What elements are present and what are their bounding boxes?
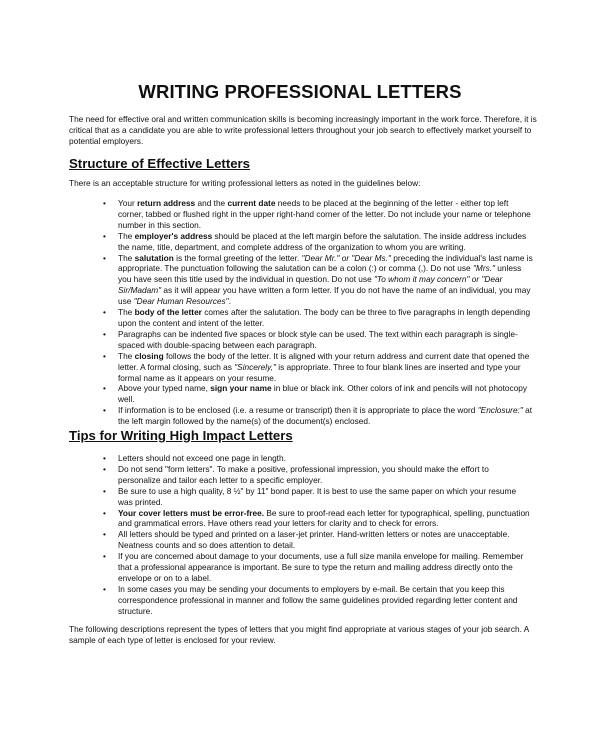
list-item: • Paragraphs can be indented five spaces or block style can be used. The text within each paragraph is single-spaced with double-spacing between each paragraph. xyxy=(103,328,518,350)
list-item: • The employer's address should be placed at the left margin before the salutation. The inside address includes the name, title, department, and complete address of the organization to whom you are writing. xyxy=(103,230,527,252)
closing-paragraph: The following descriptions represent the types of letters that you might find appropriate at various stages of your job search. A sample of each type of letter is enclosed for your review. xyxy=(69,624,529,646)
list-item: • Your cover letters must be error-free. Be sure to proof-read each letter for typographical, spelling, punctuation and grammatical errors. Have others read your letters for clarity and to check for errors. xyxy=(103,507,530,529)
page-title: WRITING PROFESSIONAL LETTERS xyxy=(138,81,462,102)
bullet-icon: • xyxy=(103,583,106,594)
bullet-icon: • xyxy=(103,463,106,474)
bullet-icon: • xyxy=(103,405,106,416)
list-item: • The closing follows the body of the letter. It is aligned with your return address and current date that opened the letter. A formal closing, such as "Sincerely," is appropriate. Three to four blank lines are inserted and type your formal name as it appears on your resume. xyxy=(103,350,530,383)
bullet-icon: • xyxy=(103,551,106,562)
intro-paragraph: The need for effective oral and written communication skills is becoming increasingly important in the work force. Therefore, it is critical that as a candidate you are able to write professional letters throughout your job search to effectively market yourself to potential employers. xyxy=(69,114,537,147)
list-item: • Above your typed name, sign your name in blue or black ink. Other colors of ink and pencils will not photocopy well. xyxy=(103,383,528,405)
list-item: • Your return address and the current date needs to be placed at the beginning of the letter - either top left corner, tabbed or flushed right in the upper right-hand corner of the letter. Do not include your name or telephone number in this section. xyxy=(103,198,531,230)
list-item: • Letters should not exceed one page in length. xyxy=(103,453,286,463)
bullet-icon: • xyxy=(103,453,106,463)
list-item: • In some cases you may be sending your documents to employers by e-mail. Be certain that you keep this correspondence professional in manner and follow the same guidelines provided regarding letter content and structure. xyxy=(103,583,518,616)
bullet-icon: • xyxy=(103,230,106,241)
list-item: • Do not send "form letters". To make a positive, professional impression, you should make the effort to personalize and tailor each letter to a specific employer. xyxy=(103,463,489,485)
tips-heading: Tips for Writing High Impact Letters xyxy=(69,428,293,443)
bullet-icon: • xyxy=(103,328,106,339)
bullet-icon: • xyxy=(103,507,106,518)
bullet-icon: • xyxy=(103,485,106,496)
structure-lead: There is an acceptable structure for writing professional letters as noted in the guidelines below: xyxy=(69,178,421,188)
bullet-icon: • xyxy=(103,252,106,263)
structure-list xyxy=(103,198,533,427)
bullet-icon: • xyxy=(103,350,106,361)
bullet-icon: • xyxy=(103,307,106,318)
tips-list xyxy=(103,453,533,617)
list-item: • Be sure to use a high quality, 8 ½" by 11" bond paper. It is best to use the same paper on which your resume was printed. xyxy=(103,485,517,507)
bullet-icon: • xyxy=(103,383,106,394)
bullet-icon: • xyxy=(103,529,106,540)
list-item: • If information is to be enclosed (i.e. a resume or transcript) then it is appropriate to place the word "Enclosure:" at the left margin followed by the name(s) of the document(s) enclosed. xyxy=(103,405,533,427)
list-item: • If you are concerned about damage to your documents, use a full size manila envelope for mailing. Remember that a professional appearance is important. Be sure to type the return and mailing address directly onto the envelope or on to a label. xyxy=(103,551,524,583)
list-item: • All letters should be typed and printed on a laser-jet printer. Hand-written letters or notes are unacceptable. Neatness counts and so does attention to detail. xyxy=(103,529,510,551)
list-item: • The body of the letter comes after the salutation. The body can be three to five paragraphs in length depending upon the content and intent of the letter. xyxy=(103,307,531,328)
bullet-icon: • xyxy=(103,198,106,208)
structure-heading: Structure of Effective Letters xyxy=(69,156,251,171)
list-item: • The salutation is the formal greeting of the letter. "Dear Mr." or "Dear Ms." preceding the individual's last name is appropriate. The punctuation following the salutation can be a colon (:) or comma (,). Do not use "Mrs." unless you have seen this title used by the individual in question. Do not use "To whom it may concern" or "Dear Sir/Madam" as it will appear you have written a form letter. If you do not have the name of an individual, you may use "Dear Human Resources". xyxy=(103,252,533,307)
